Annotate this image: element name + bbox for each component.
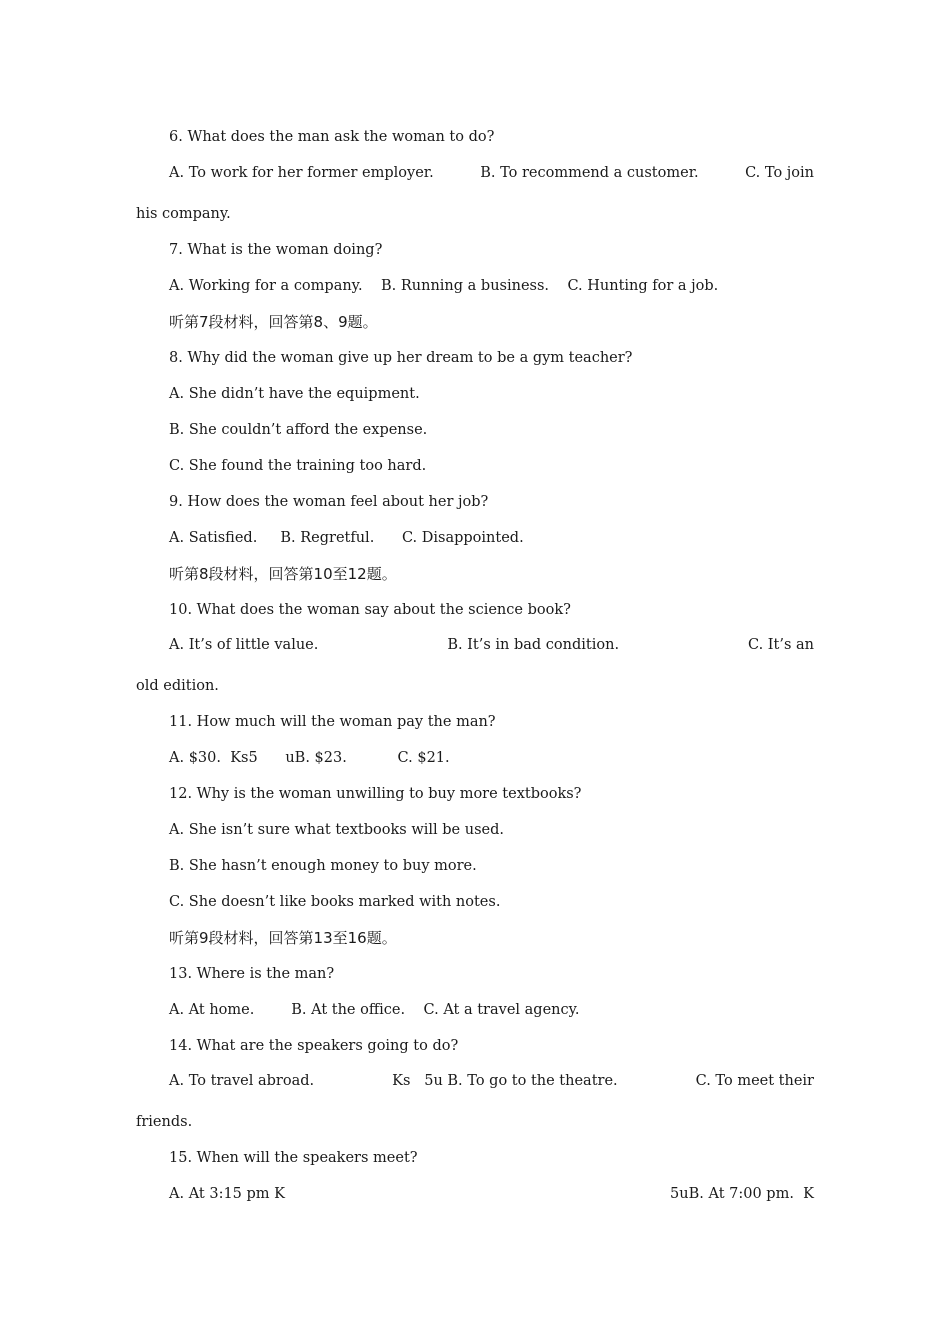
question-9-stem: 9. How does the woman feel about her job? — [169, 494, 489, 510]
question-10-option-b: B. It’s in bad condition. — [447, 637, 620, 653]
question-6-options — [169, 163, 814, 183]
question-14-option-c: C. To meet their — [695, 1073, 814, 1089]
question-8-option-a: A. She didn’t have the equipment. — [169, 386, 420, 402]
question-8-stem: 8. Why did the woman give up her dream to be a gym teacher? — [169, 350, 633, 366]
section-9-heading: 听第9段材料，回答第13至16题。 — [169, 929, 397, 947]
question-14-option-c-continued: friends. — [136, 1114, 193, 1130]
section-7-heading: 听第7段材料，回答第8、9题。 — [169, 313, 378, 331]
question-14-options — [169, 1071, 814, 1091]
question-13-stem: 13. Where is the man? — [169, 966, 335, 982]
question-10-option-c-continued: old edition. — [136, 678, 219, 694]
question-10-option-a: A. It’s of little value. — [169, 637, 319, 653]
question-8-option-b: B. She couldn’t afford the expense. — [169, 422, 428, 438]
question-13-options: A. At home. B. At the office. C. At a travel agency. — [169, 1002, 580, 1018]
question-8-option-c: C. She found the training too hard. — [169, 458, 427, 474]
question-7-options: A. Working for a company. B. Running a business. C. Hunting for a job. — [169, 278, 719, 294]
question-15-stem: 15. When will the speakers meet? — [169, 1150, 418, 1166]
question-11-stem: 11. How much will the woman pay the man? — [169, 714, 496, 730]
question-10-option-c: C. It’s an — [748, 637, 814, 653]
question-6-stem: 6. What does the man ask the woman to do? — [169, 129, 495, 145]
question-6-option-c: C. To join — [745, 165, 814, 181]
question-10-options — [169, 635, 814, 655]
question-6-option-a: A. To work for her former employer. — [169, 165, 434, 181]
question-12-stem: 12. Why is the woman unwilling to buy more textbooks? — [169, 786, 582, 802]
section-8-heading: 听第8段材料，回答第10至12题。 — [169, 565, 397, 583]
question-11-options: A. $30. Ks5 uB. $23. C. $21. — [169, 750, 450, 766]
question-14-option-b: Ks 5u B. To go to the theatre. — [392, 1073, 618, 1089]
question-10-stem: 10. What does the woman say about the science book? — [169, 602, 571, 618]
question-14-option-a: A. To travel abroad. — [169, 1073, 315, 1089]
question-15-options — [169, 1184, 814, 1204]
question-9-options: A. Satisfied. B. Regretful. C. Disappointed. — [169, 530, 524, 546]
question-7-stem: 7. What is the woman doing? — [169, 242, 383, 258]
question-12-option-b: B. She hasn’t enough money to buy more. — [169, 858, 477, 874]
question-14-stem: 14. What are the speakers going to do? — [169, 1038, 459, 1054]
question-15-option-a: A. At 3:15 pm K — [169, 1186, 285, 1202]
question-15-option-b: 5uB. At 7:00 pm. K — [670, 1186, 814, 1202]
question-12-option-c: C. She doesn’t like books marked with notes. — [169, 894, 501, 910]
question-6-option-c-continued: his company. — [136, 206, 231, 222]
question-12-option-a: A. She isn’t sure what textbooks will be used. — [169, 822, 504, 838]
question-6-option-b: B. To recommend a customer. — [480, 165, 699, 181]
